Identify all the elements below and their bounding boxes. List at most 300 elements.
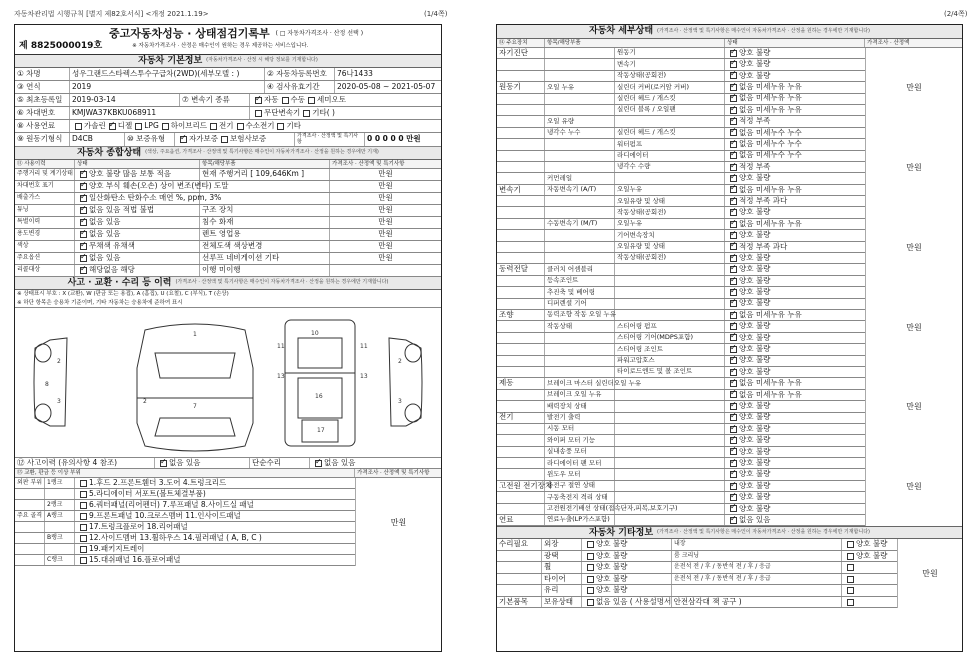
general-price: 만원 bbox=[378, 229, 393, 239]
detail-sub bbox=[545, 94, 615, 104]
detail-group bbox=[497, 207, 545, 217]
general-status-text: 양호 불량 많음 보통 적음 bbox=[89, 169, 171, 179]
detail-state-text: 적정 부족 bbox=[739, 161, 771, 171]
general-status-checkbox[interactable] bbox=[80, 243, 87, 250]
detail-state bbox=[725, 504, 865, 514]
parts-group bbox=[15, 533, 45, 543]
detail-row bbox=[497, 367, 865, 378]
detail-state-checkbox[interactable] bbox=[730, 186, 737, 193]
detail-state bbox=[725, 185, 865, 195]
other-value-b-checkbox[interactable] bbox=[847, 541, 854, 548]
label-first-reg: ⑤ 최초등록일 bbox=[15, 94, 70, 106]
detail-row bbox=[497, 401, 865, 412]
detail-sub bbox=[545, 162, 615, 172]
parts-items bbox=[75, 522, 355, 532]
detail-part: 실린더 커버(로커암 커버) bbox=[615, 82, 725, 92]
svg-text:10: 10 bbox=[311, 330, 319, 337]
detail-state-text: 양호 불량 bbox=[739, 423, 771, 433]
detail-state bbox=[725, 276, 865, 286]
other-value-a-checkbox[interactable] bbox=[587, 541, 594, 548]
detail-state-checkbox[interactable] bbox=[730, 72, 737, 79]
price-cell: 만원 bbox=[906, 163, 922, 173]
col-price: 가격조사 · 산정액 및 특기사항 bbox=[332, 160, 405, 167]
detail-state-checkbox[interactable] bbox=[730, 437, 737, 444]
label-car-name: ① 차명 bbox=[15, 68, 70, 80]
fuel-checkbox[interactable] bbox=[210, 123, 217, 130]
detail-sub: 오일 누유 bbox=[545, 82, 615, 92]
model-year: 2019 bbox=[70, 81, 265, 93]
parts-group bbox=[15, 500, 45, 510]
label-warranty: ⑩ 보증유형 bbox=[125, 133, 175, 146]
general-status bbox=[75, 229, 200, 240]
detail-state bbox=[725, 321, 865, 331]
parts-items-text: 9.프론트패널 10.크로스멤버 11.인사이드패널 bbox=[89, 510, 241, 520]
parts-price: 만원 bbox=[355, 478, 441, 566]
general-key: 색상 bbox=[15, 241, 75, 252]
detail-row bbox=[497, 447, 865, 458]
general-note: (색상, 주요옵션, 가격조사 · 산정액 및 특기사항은 매수인이 자동차가격조사 · 산정을 원하는 경우에만 기재) bbox=[145, 149, 379, 156]
detail-state-checkbox[interactable] bbox=[730, 460, 737, 467]
detail-row bbox=[497, 321, 865, 332]
detail-state bbox=[725, 481, 865, 491]
detail-state-text: 양호 불량 bbox=[739, 275, 771, 285]
detail-state-checkbox[interactable] bbox=[730, 391, 737, 398]
detail-row bbox=[497, 94, 865, 105]
detail-group: 전기 bbox=[497, 413, 545, 423]
detail-group bbox=[497, 492, 545, 502]
detail-state-checkbox[interactable] bbox=[730, 175, 737, 182]
detail-state bbox=[725, 105, 865, 115]
general-price: 만원 bbox=[378, 241, 393, 251]
other-item-a: 보유상태 bbox=[542, 597, 582, 608]
detail-row bbox=[497, 128, 865, 139]
detail-sub: 시동 모터 bbox=[545, 424, 615, 434]
price-option[interactable]: ( □ 자동차가격조사 · 산정 선택 ) bbox=[275, 29, 364, 37]
detail-group bbox=[497, 333, 545, 343]
parts-items-checkbox[interactable] bbox=[80, 513, 87, 520]
detail-state-text: 양호 불량 bbox=[739, 287, 771, 297]
general-item bbox=[200, 193, 330, 204]
other-value-a bbox=[582, 596, 742, 608]
detail-sub bbox=[545, 71, 615, 81]
detail-sub bbox=[545, 230, 615, 240]
other-value-b-checkbox[interactable] bbox=[847, 587, 854, 594]
detail-state-text: 양호 불량 bbox=[739, 435, 771, 445]
general-row bbox=[15, 253, 441, 265]
general-status-checkbox[interactable] bbox=[80, 231, 87, 238]
price-cell: 만원 bbox=[906, 322, 922, 332]
other-value-b-checkbox[interactable] bbox=[847, 599, 854, 606]
detail-state-text: 적정 부족 bbox=[739, 116, 771, 126]
other-item-a: 광택 bbox=[542, 551, 582, 562]
col-state: 상태 bbox=[725, 39, 865, 47]
detail-state-checkbox[interactable] bbox=[730, 289, 737, 296]
trans-semi-checkbox[interactable] bbox=[308, 97, 315, 104]
fuel-checkbox[interactable] bbox=[237, 123, 244, 130]
col-device: ⑭ 주요장치 bbox=[497, 39, 545, 47]
accident-value: 없음 있음 bbox=[169, 457, 201, 467]
detail-state-checkbox[interactable] bbox=[730, 300, 737, 307]
page-number-2: (2/4쪽) bbox=[944, 10, 968, 18]
detail-part: 스티어링 기어(MDPS포함) bbox=[615, 333, 725, 343]
detail-state-checkbox[interactable] bbox=[730, 414, 737, 421]
col-status: 상태 bbox=[75, 160, 200, 168]
detail-state bbox=[725, 48, 865, 58]
detail-part: 실린더 헤드 / 개스킷 bbox=[615, 94, 725, 104]
detail-row bbox=[497, 413, 865, 424]
detail-sub: 작동상태 bbox=[545, 321, 615, 331]
other-group bbox=[497, 585, 542, 596]
detail-group bbox=[497, 196, 545, 206]
parts-items-text: 19.패키지트레이 bbox=[89, 543, 145, 553]
detail-part bbox=[615, 481, 725, 491]
page-number-1: (1/4쪽) bbox=[424, 10, 448, 18]
parts-items-checkbox[interactable] bbox=[80, 535, 87, 542]
detail-state-text: 양호 불량 bbox=[739, 321, 771, 331]
parts-items-text: 12.사이드멤버 13.휠하우스 14.필러패널 ( A, B, C ) bbox=[89, 532, 262, 542]
detail-part: 타이로드엔드 및 볼 조인트 bbox=[615, 367, 725, 377]
svg-text:1: 1 bbox=[193, 331, 197, 338]
detail-state-checkbox[interactable] bbox=[730, 403, 737, 410]
other-group: 기본품목 bbox=[497, 597, 542, 608]
general-status-checkbox[interactable] bbox=[80, 219, 87, 226]
other-item-b: 운전석 전 / 후 / 동반석 전 / 후 / 응급 bbox=[672, 562, 842, 573]
detail-state-checkbox[interactable] bbox=[730, 61, 737, 68]
detail-group: 고전원 전기장치 bbox=[499, 480, 553, 490]
detail-state-text: 양호 불량 bbox=[739, 230, 771, 240]
parts-row bbox=[15, 500, 355, 511]
detail-sub bbox=[545, 344, 615, 354]
detail-sub bbox=[545, 105, 615, 115]
other-item-b: 룸 크리닝 bbox=[672, 551, 842, 562]
detail-state-checkbox[interactable] bbox=[730, 505, 737, 512]
price-cell: 만원 bbox=[906, 482, 922, 492]
general-status-checkbox[interactable] bbox=[80, 171, 87, 178]
detail-state-checkbox[interactable] bbox=[730, 95, 737, 102]
general-status-text: 없음 있음 bbox=[89, 217, 121, 227]
detail-state-checkbox[interactable] bbox=[730, 369, 737, 376]
other-value-b-checkbox[interactable] bbox=[847, 576, 854, 583]
other-note: (가격조사 · 산정액 및 특기사항은 매수인이 자동차가격조사 · 산정을 원하는 경우에만 기재합니다) bbox=[657, 529, 870, 536]
detail-sub: 배력장치 상태 bbox=[545, 401, 615, 411]
form-header-left: 자동차관리법 시행규칙 [별지 제82호서식] <개정 2021.1.19> bbox=[14, 10, 209, 18]
detail-row bbox=[497, 424, 865, 435]
fuel-checkbox[interactable] bbox=[135, 123, 142, 130]
general-price: 만원 bbox=[378, 169, 393, 179]
fuel-checkbox[interactable] bbox=[75, 123, 82, 130]
detail-sub: 커먼레일 bbox=[545, 173, 615, 183]
detail-row bbox=[497, 242, 865, 253]
detail-row bbox=[497, 264, 865, 275]
detail-state-checkbox[interactable] bbox=[730, 118, 737, 125]
detail-state bbox=[725, 196, 865, 206]
detail-state bbox=[725, 207, 865, 217]
general-status-text: 없음 있음 bbox=[89, 229, 121, 239]
other-group bbox=[497, 551, 542, 562]
fuel-options bbox=[70, 120, 441, 132]
general-item: 전체도색 색상변경 bbox=[200, 241, 330, 252]
label-year: ③ 연식 bbox=[15, 81, 70, 93]
detail-state-checkbox[interactable] bbox=[730, 243, 737, 250]
cvt-checkbox[interactable] bbox=[255, 110, 262, 117]
general-key: 튜닝 bbox=[15, 205, 75, 216]
detail-state-checkbox[interactable] bbox=[730, 494, 737, 501]
general-row bbox=[15, 241, 441, 253]
detail-group bbox=[497, 287, 545, 297]
other-value-b-checkbox[interactable] bbox=[847, 564, 854, 571]
detail-state-text: 없음 미세누수 누수 bbox=[739, 150, 802, 160]
detail-sub: 추진축 및 베어링 bbox=[545, 287, 615, 297]
detail-state-text: 없음 미세누유 누유 bbox=[739, 378, 802, 388]
detail-group: 원동기 bbox=[497, 82, 545, 92]
svg-text:3: 3 bbox=[57, 398, 61, 405]
detail-state bbox=[725, 344, 865, 354]
detail-state-checkbox[interactable] bbox=[730, 129, 737, 136]
other-item-b: 내장 bbox=[672, 539, 842, 550]
detail-state-checkbox[interactable] bbox=[730, 323, 737, 330]
price-cell: 만원 bbox=[906, 83, 922, 93]
plate-number: 76나1433 bbox=[337, 68, 373, 78]
detail-group bbox=[497, 219, 545, 229]
parts-items-checkbox[interactable] bbox=[80, 502, 87, 509]
detail-sub: 라디에이터 팬 모터 bbox=[545, 458, 615, 468]
detail-state bbox=[725, 219, 865, 229]
general-item: 렌트 영업용 bbox=[200, 229, 330, 240]
other-value-b bbox=[842, 585, 897, 596]
detail-state-text: 양호 불량 bbox=[739, 298, 771, 308]
other-value-b bbox=[842, 562, 897, 573]
detail-part: 작동상태(공회전) bbox=[615, 253, 725, 263]
detail-state-checkbox[interactable] bbox=[730, 517, 737, 524]
detail-group bbox=[497, 128, 545, 138]
parts-items bbox=[75, 533, 355, 543]
detail-state-checkbox[interactable] bbox=[730, 448, 737, 455]
parts-items-checkbox[interactable] bbox=[80, 480, 87, 487]
parts-items-checkbox[interactable] bbox=[80, 546, 87, 553]
price-value: 0 0 0 0 0 만원 bbox=[367, 134, 421, 144]
fuel-checkbox[interactable] bbox=[162, 123, 169, 130]
general-price: 만원 bbox=[378, 217, 393, 227]
trans-other-checkbox[interactable] bbox=[303, 110, 310, 117]
svg-text:7: 7 bbox=[193, 403, 197, 410]
detail-state-text: 양호 불량 bbox=[739, 264, 771, 274]
other-value-a bbox=[582, 574, 672, 585]
detail-row bbox=[497, 287, 865, 298]
detail-group bbox=[497, 390, 545, 400]
detail-sub: 클러치 어셈블리 bbox=[545, 264, 615, 274]
parts-items-text: 15.대쉬패널 16.플로어패널 bbox=[89, 554, 181, 564]
other-value-b-checkbox[interactable] bbox=[847, 553, 854, 560]
fuel-label: 하이브리드 bbox=[170, 120, 207, 130]
detail-sub bbox=[545, 59, 615, 69]
detail-state-text: 적정 부족 과다 bbox=[739, 195, 788, 205]
detail-row bbox=[497, 356, 865, 367]
detail-state-text: 양호 불량 bbox=[739, 412, 771, 422]
svg-text:2: 2 bbox=[398, 358, 402, 365]
other-value-a-checkbox[interactable] bbox=[587, 587, 594, 594]
detail-part: 스티어링 펌프 bbox=[615, 321, 725, 331]
detail-group bbox=[497, 94, 545, 104]
detail-part bbox=[615, 424, 725, 434]
other-value-a-checkbox[interactable] bbox=[587, 599, 594, 606]
page-title: 중고자동차성능 · 상태점검기록부 bbox=[109, 27, 270, 40]
detail-state-text: 없음 미세누수 누수 bbox=[739, 139, 802, 148]
engine-type: D4CB bbox=[70, 133, 125, 146]
detail-part bbox=[615, 435, 725, 445]
detail-title: 자동차 세부상태 bbox=[589, 26, 654, 37]
detail-state-checkbox[interactable] bbox=[730, 426, 737, 433]
parts-row bbox=[15, 489, 355, 500]
insurer-warranty-checkbox[interactable] bbox=[221, 136, 228, 143]
detail-part bbox=[615, 492, 725, 502]
detail-group: 제동 bbox=[497, 378, 545, 388]
detail-sub bbox=[545, 242, 615, 252]
detail-state-checkbox[interactable] bbox=[730, 141, 737, 148]
other-value-a-text: 없음 있음 ( 사용설명서 안전삼각대 잭 공구 ) bbox=[596, 596, 742, 606]
general-status-checkbox[interactable] bbox=[80, 195, 87, 202]
detail-state-text: 없음 미세누유 누유 bbox=[739, 184, 802, 194]
parts-items-text: 6.쿼터패널(리어펜더) 7.루프패널 8.사이드실 패널 bbox=[89, 499, 254, 509]
detail-state bbox=[725, 116, 865, 126]
detail-state bbox=[725, 390, 865, 400]
general-status-text: 해당없음 해당 bbox=[89, 265, 135, 275]
detail-state-checkbox[interactable] bbox=[730, 471, 737, 478]
other-row bbox=[497, 597, 897, 609]
detail-state-checkbox[interactable] bbox=[730, 380, 737, 387]
detail-state bbox=[725, 413, 865, 423]
detail-state-checkbox[interactable] bbox=[730, 346, 737, 353]
other-value-a-text: 양호 불량 bbox=[596, 550, 628, 560]
other-row bbox=[497, 574, 897, 586]
detail-part bbox=[615, 413, 725, 423]
detail-group bbox=[497, 230, 545, 240]
trans-manual-checkbox[interactable] bbox=[282, 97, 289, 104]
detail-part: 라디에이터 bbox=[615, 151, 725, 161]
detail-state bbox=[725, 253, 865, 263]
detail-sub: 충전구 절연 상태 bbox=[545, 481, 615, 491]
other-item-b bbox=[672, 585, 842, 596]
detail-state bbox=[725, 515, 865, 525]
parts-items-checkbox[interactable] bbox=[80, 491, 87, 498]
general-status-checkbox[interactable] bbox=[80, 255, 87, 262]
page-1 bbox=[14, 24, 442, 652]
detail-state-checkbox[interactable] bbox=[730, 152, 737, 159]
detail-row bbox=[497, 162, 865, 173]
fuel-label: 디젤 bbox=[117, 120, 133, 130]
other-title: 자동차 기타정보 bbox=[589, 527, 654, 538]
detail-state-checkbox[interactable] bbox=[730, 221, 737, 228]
detail-state-checkbox[interactable] bbox=[730, 357, 737, 364]
detail-state-checkbox[interactable] bbox=[730, 334, 737, 341]
detail-sub: 연료누출(LP가스포함) bbox=[545, 515, 615, 525]
simple-none-checkbox[interactable] bbox=[315, 460, 322, 467]
detail-part bbox=[615, 504, 725, 514]
detail-state-checkbox[interactable] bbox=[730, 50, 737, 57]
parts-items-checkbox[interactable] bbox=[80, 557, 87, 564]
detail-part: 실린더 헤드 / 개스킷 bbox=[615, 128, 725, 138]
accident-none-checkbox[interactable] bbox=[160, 460, 167, 467]
detail-group bbox=[497, 299, 545, 309]
detail-state-checkbox[interactable] bbox=[730, 209, 737, 216]
detail-group bbox=[497, 242, 545, 252]
detail-group bbox=[497, 253, 545, 263]
detail-state-checkbox[interactable] bbox=[730, 198, 737, 205]
detail-part bbox=[615, 116, 725, 126]
detail-part bbox=[615, 458, 725, 468]
parts-row bbox=[15, 544, 355, 555]
fuel-checkbox[interactable] bbox=[277, 123, 284, 130]
detail-state-checkbox[interactable] bbox=[730, 312, 737, 319]
detail-sub: 실내송풍 모터 bbox=[545, 447, 615, 457]
detail-state-text: 양호 불량 bbox=[739, 480, 771, 490]
detail-state-text: 양호 불량 bbox=[739, 173, 771, 183]
detail-state-checkbox[interactable] bbox=[730, 232, 737, 239]
fuel-checkbox[interactable] bbox=[109, 123, 116, 130]
general-row bbox=[15, 193, 441, 205]
label-transmission: ⑦ 변속기 종류 bbox=[180, 94, 250, 106]
general-status-checkbox[interactable] bbox=[80, 207, 87, 214]
other-value-a-checkbox[interactable] bbox=[587, 576, 594, 583]
detail-state bbox=[725, 94, 865, 104]
col-usage: ⑪ 사용이력 bbox=[15, 160, 75, 168]
accident-note: (가격조사 · 산정액 및 특기사항은 매수인이 자동차가격조사 · 산정을 원하는 경우에만 기재합니다) bbox=[175, 279, 389, 286]
legend-2: ※ 하단 항목은 승용차 기준이며, 기타 자동차는 승용차에 준하여 표시 bbox=[17, 299, 183, 306]
detail-state-text: 양호 불량 bbox=[739, 252, 771, 262]
trans-auto-checkbox[interactable] bbox=[255, 97, 262, 104]
detail-state-checkbox[interactable] bbox=[730, 483, 737, 490]
first-reg-date: 2019-03-14 bbox=[70, 94, 180, 106]
detail-state-checkbox[interactable] bbox=[730, 278, 737, 285]
other-value-b bbox=[842, 551, 897, 562]
parts-row bbox=[15, 555, 355, 566]
detail-sub: 윈도우 모터 bbox=[545, 469, 615, 479]
detail-state bbox=[725, 287, 865, 297]
detail-row bbox=[497, 481, 865, 492]
detail-state-checkbox[interactable] bbox=[730, 266, 737, 273]
detail-state bbox=[725, 264, 865, 274]
parts-items-checkbox[interactable] bbox=[80, 524, 87, 531]
general-row bbox=[15, 229, 441, 241]
detail-state-checkbox[interactable] bbox=[730, 107, 737, 114]
detail-group bbox=[497, 105, 545, 115]
detail-state-checkbox[interactable] bbox=[730, 84, 737, 91]
parts-items bbox=[75, 489, 355, 499]
detail-state-text: 양호 불량 bbox=[739, 492, 771, 502]
detail-group: 동력전달 bbox=[497, 264, 545, 274]
other-value-b bbox=[842, 574, 897, 585]
general-status-checkbox[interactable] bbox=[80, 183, 87, 190]
general-status bbox=[75, 253, 200, 264]
general-status-checkbox[interactable] bbox=[80, 267, 87, 274]
detail-row bbox=[497, 151, 865, 162]
other-item-a: 유리 bbox=[542, 585, 582, 596]
parts-group bbox=[15, 544, 45, 554]
other-value-a-checkbox[interactable] bbox=[587, 553, 594, 560]
parts-rank bbox=[45, 489, 75, 499]
general-row bbox=[15, 217, 441, 229]
other-value-a-checkbox[interactable] bbox=[587, 564, 594, 571]
detail-sub: 브레이크 마스터 실린더오일 누유 bbox=[547, 378, 642, 387]
detail-state-checkbox[interactable] bbox=[730, 164, 737, 171]
accident-label: ⑫ 사고이력 (유의사항 4 참조) bbox=[15, 458, 155, 468]
detail-state-checkbox[interactable] bbox=[730, 255, 737, 262]
detail-row bbox=[497, 333, 865, 344]
detail-group bbox=[497, 276, 545, 286]
cvt-label: 무단변속기 bbox=[264, 107, 301, 117]
self-warranty-checkbox[interactable] bbox=[180, 136, 187, 143]
general-status-text: 없음 있음 bbox=[89, 253, 121, 263]
parts-header: ⑬ 교환, 판금 등 이상 부위 bbox=[15, 469, 355, 477]
